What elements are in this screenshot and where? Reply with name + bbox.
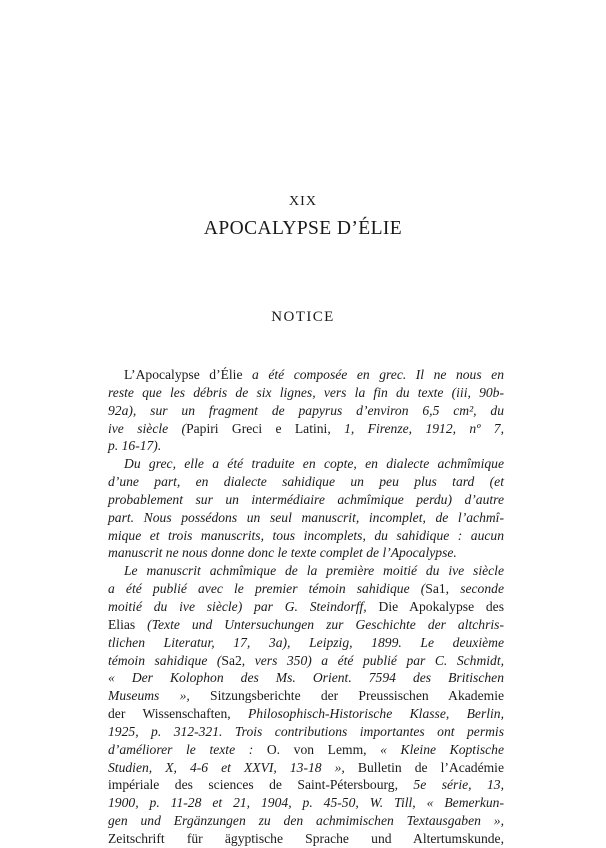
- text-span: « Kleine Koptische: [380, 741, 504, 757]
- text-span: 5e série, 13,: [413, 777, 504, 793]
- text-line: [108, 634, 504, 652]
- text-span: a été composée en grec. Il ne nous en: [252, 367, 505, 382]
- text-line: [108, 384, 504, 402]
- text-line: [108, 544, 504, 562]
- text-line: [108, 812, 504, 830]
- text-span: d’une part, en dialecte sahidique un peu plus tard (et: [108, 474, 504, 490]
- text-span: L’Apocalypse d’Élie: [124, 367, 253, 382]
- text-span: reste que les débris de six lignes, vers la fin du texte (iii, 90b-: [108, 384, 504, 400]
- chapter-title: APOCALYPSE D’ÉLIE: [203, 218, 403, 239]
- text-line: [108, 705, 504, 723]
- text-span: 1900, p. 11-28 et 21, 1904, p. 45-50, W. Till, « Bemerkun-: [108, 795, 504, 811]
- text-span: vers 350) a été publié par C. Schmidt,: [254, 652, 505, 668]
- text-line: [108, 402, 504, 420]
- text-line: [108, 741, 504, 759]
- text-span: gen und Ergänzungen zu den achmimischen Textausgaben »,: [108, 813, 504, 829]
- text-span: Philosophisch-Historische Klasse, Berlin,: [248, 706, 504, 722]
- text-line: [108, 687, 504, 705]
- text-span: Studien, X, 4-6 et XXVI, 13-18 »,: [108, 759, 358, 775]
- text-span: témoin sahidique (: [108, 652, 222, 668]
- text-line: [108, 527, 504, 545]
- text-span: manuscrit ne nous donne donc le texte complet de l’Apocalypse.: [108, 545, 457, 561]
- text-span: a été publié avec le premier témoin sahidique (: [108, 581, 426, 597]
- text-span: seconde: [460, 581, 504, 597]
- text-span: 1925, p. 312-321. Trois contributions importantes ont permis: [108, 723, 504, 739]
- text-line: [108, 669, 504, 687]
- text-span: 1, Firenze, 1912, nº 7,: [344, 420, 504, 436]
- text-line: [108, 491, 504, 509]
- text-line: [108, 723, 504, 741]
- text-line: [108, 598, 504, 616]
- text-span: Elias: [108, 616, 148, 632]
- text-span: Zeitschrift für ägyptische Sprache und Altertumskunde,: [108, 830, 504, 846]
- text-line: [108, 616, 504, 634]
- text-span: impériale des sciences de Saint-Pétersbourg,: [108, 777, 414, 793]
- text-line: [108, 794, 504, 812]
- text-span: « Der Kolophon des Ms. Orient. 7594 des Britischen: [108, 670, 504, 686]
- text-span: Bulletin de l’Académie: [357, 759, 504, 775]
- text-span: 92a), sur un fragment de papyrus d’environ 6,5 cm², du: [108, 402, 504, 418]
- text-span: Sa1,: [425, 581, 461, 597]
- text-line: [108, 759, 504, 777]
- text-span: mique et trois manuscrits, tous incomplets, du sahidique : aucun: [108, 527, 504, 543]
- text-span: part. Nous possédons un seul manuscrit, incomplet, de l’achmî-: [108, 509, 504, 525]
- text-span: O. von Lemm,: [266, 741, 381, 757]
- text-span: der Wissenschaften,: [108, 706, 248, 722]
- text-line: [108, 455, 504, 473]
- chapter-number: XIX: [289, 194, 317, 209]
- text-span: moitié du ive siècle) par G. Steindorff,: [108, 598, 379, 614]
- text-line: [108, 420, 504, 438]
- body-text: [108, 366, 504, 848]
- text-line: [108, 562, 504, 580]
- text-span: Sa2,: [221, 652, 255, 668]
- text-span: probablement sur un intermédiaire achmîmique perdu) d’autre: [108, 491, 504, 507]
- section-title: NOTICE: [271, 309, 335, 325]
- text-span: Die Apokalypse des: [378, 598, 505, 614]
- text-line: [108, 580, 504, 598]
- text-span: tlichen Literatur, 17, 3a), Leipzig, 1899. Le deuxième: [108, 634, 504, 650]
- text-line: [108, 366, 504, 384]
- text-span: ive siècle (: [108, 420, 187, 436]
- text-span: Museums »,: [108, 688, 211, 704]
- text-line: [108, 776, 504, 794]
- text-line: [108, 509, 504, 527]
- text-line: [108, 473, 504, 491]
- text-span: p. 16-17).: [108, 438, 162, 454]
- text-line: [108, 652, 504, 670]
- text-span: d’améliorer le texte :: [108, 741, 267, 757]
- text-span: Le manuscrit achmîmique de la première moitié du ive siècle: [124, 563, 504, 579]
- text-span: Sitzungsberichte der Preussischen Akademie: [210, 688, 505, 704]
- text-span: (Texte und Untersuchungen zur Geschichte der altchris-: [147, 616, 504, 632]
- text-line: [108, 437, 504, 455]
- text-span: Du grec, elle a été traduite en copte, en dialecte achmîmique: [124, 456, 504, 472]
- text-span: Papiri Greci e Latini,: [186, 420, 345, 436]
